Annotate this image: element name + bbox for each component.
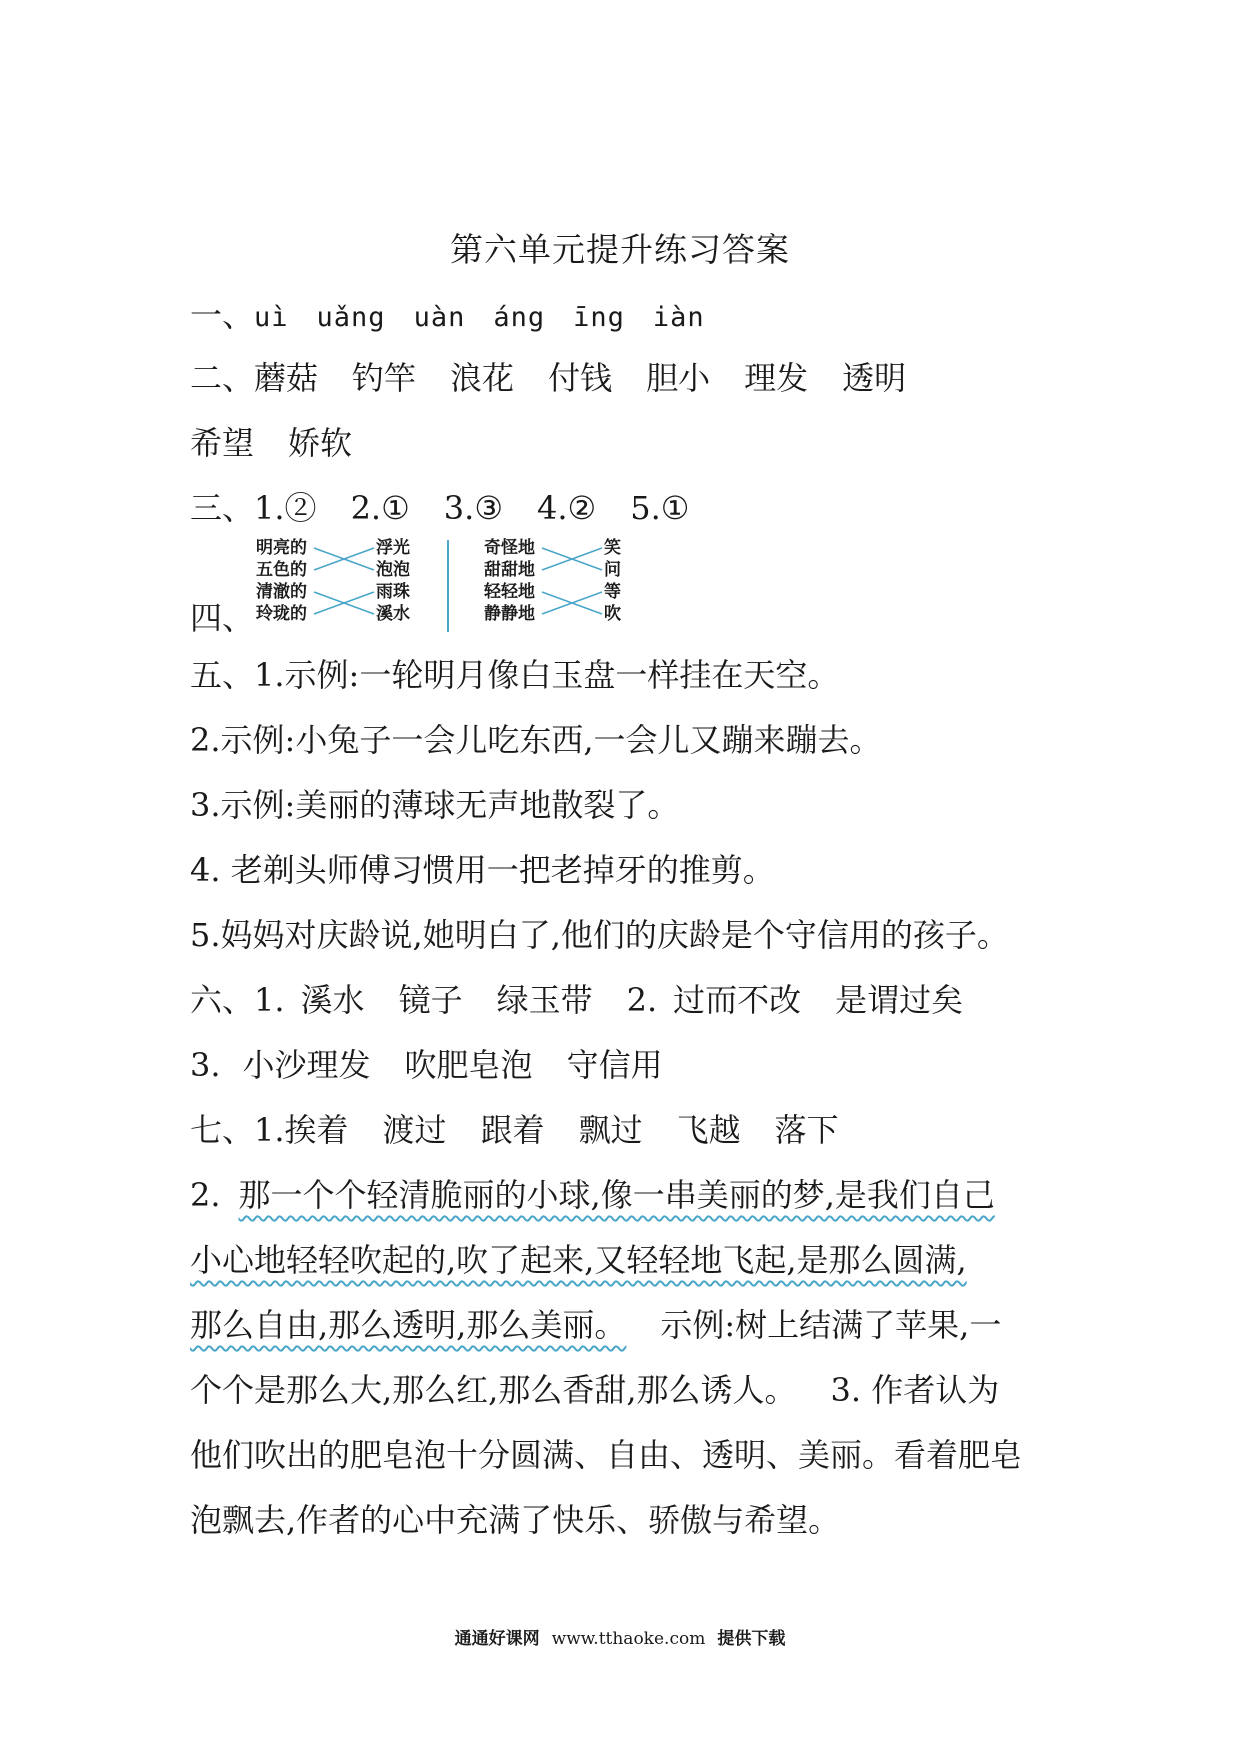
matching-right-item: 雨珠 xyxy=(376,582,410,602)
section-6-label: 六、1. xyxy=(190,981,285,1019)
matching-right-item: 溪水 xyxy=(376,604,410,624)
answer-number: 3. xyxy=(190,1046,221,1084)
underlined-sentence: 那一个个轻清脆丽的小球,像一串美丽的梦,是我们自己 xyxy=(238,1176,995,1214)
choice-answer: 3.③ xyxy=(443,489,503,527)
matching-left-item: 奇怪地 xyxy=(484,538,535,558)
choice-answer: 2.① xyxy=(350,489,410,527)
answer-item: 守信用 xyxy=(566,1046,663,1084)
underlined-sentence: 小心地轻轻吹起的,吹了起来,又轻轻地飞起,是那么圆满, xyxy=(190,1241,967,1279)
matching-left-column xyxy=(484,537,535,625)
matching-right-item: 泡泡 xyxy=(376,560,410,580)
word-item: 娇软 xyxy=(288,424,353,462)
section-7-line-6: 他们吹出的肥皂泡十分圆满、自由、透明、美丽。看着肥皂 xyxy=(190,1436,1023,1474)
answer-item: 过而不改 xyxy=(673,981,802,1019)
word-item: 付钱 xyxy=(548,359,613,397)
section-2-line-2 xyxy=(190,423,352,463)
section-5-line-4: 4. 老剃头师傅习惯用一把老掉牙的推剪。 xyxy=(190,851,775,889)
answer-item: 跟着 xyxy=(480,1111,545,1149)
answer-item: 镜子 xyxy=(398,981,463,1019)
section-3 xyxy=(190,488,689,528)
pinyin-list xyxy=(254,302,705,333)
footer-brand: 通通好课网 xyxy=(454,1629,540,1649)
matching-right-item: 吹 xyxy=(604,604,621,624)
answer-item: 绿玉带 xyxy=(496,981,593,1019)
section-3-label: 三、 xyxy=(190,489,255,527)
pinyin-item: uǎng xyxy=(316,302,386,333)
matching-left-item: 轻轻地 xyxy=(484,582,535,602)
word-item: 蘑菇 xyxy=(254,359,319,397)
underlined-sentence: 那么自由,那么透明,那么美丽。 xyxy=(190,1306,627,1344)
answer-item: 落下 xyxy=(774,1111,839,1149)
matching-right-column xyxy=(604,537,621,625)
section-6-line-1 xyxy=(190,980,963,1020)
footer-note: 提供下载 xyxy=(717,1629,786,1649)
footer-site-link[interactable]: www.tthaoke.com xyxy=(551,1629,706,1649)
section-1 xyxy=(190,295,705,338)
section-5-line-1: 五、1.示例:一轮明月像白玉盘一样挂在天空。 xyxy=(190,656,840,694)
section-7-line-5 xyxy=(190,1370,999,1410)
choice-answer: 1.② xyxy=(254,489,317,527)
matching-right-column xyxy=(376,537,410,625)
matching-lines-2 xyxy=(540,537,660,629)
answer-item: 小沙理发 xyxy=(242,1046,371,1084)
section-2-label: 二、 xyxy=(190,359,255,397)
choice-answer: 5.① xyxy=(630,489,690,527)
section-7-line-3 xyxy=(190,1240,967,1280)
answer-number: 2. xyxy=(190,1176,221,1214)
pinyin-item: áng xyxy=(493,302,546,333)
page-footer xyxy=(0,1624,1240,1649)
word-item: 浪花 xyxy=(450,359,515,397)
matching-left-item: 玲珑的 xyxy=(256,604,307,624)
section-5-line-2: 2.示例:小兔子一会儿吃东西,一会儿又蹦来蹦去。 xyxy=(190,721,882,759)
section-7-line-2 xyxy=(190,1175,995,1215)
answer-item: 飞越 xyxy=(676,1111,741,1149)
word-item: 希望 xyxy=(190,424,255,462)
answer-item: 七、1.挨着 xyxy=(190,1111,349,1149)
matching-right-item: 等 xyxy=(604,582,621,602)
matching-left-item: 甜甜地 xyxy=(484,560,535,580)
section-5-line-5: 5.妈妈对庆龄说,她明白了,他们的庆龄是个守信用的孩子。 xyxy=(190,916,1009,954)
section-7-line-7: 泡飘去,作者的心中充满了快乐、骄傲与希望。 xyxy=(190,1501,841,1539)
section-7-line-4 xyxy=(190,1305,1001,1345)
matching-left-column xyxy=(256,537,307,625)
matching-right-item: 浮光 xyxy=(376,538,410,558)
pinyin-item: īng xyxy=(573,302,625,333)
matching-left-item: 明亮的 xyxy=(256,538,307,558)
section-4-label: 四、 xyxy=(190,599,255,637)
word-item: 胆小 xyxy=(646,359,711,397)
section-6-line-2 xyxy=(190,1045,663,1085)
choice-answer: 4.② xyxy=(537,489,597,527)
section-5-line-3: 3.示例:美丽的薄球无声地散裂了。 xyxy=(190,786,680,824)
answer-item: 飘过 xyxy=(578,1111,643,1149)
word-item: 钓竿 xyxy=(352,359,417,397)
matching-right-item: 问 xyxy=(604,560,621,580)
page-title: 第六单元提升练习答案 xyxy=(450,230,790,269)
answer-item: 渡过 xyxy=(382,1111,447,1149)
section-1-label: 一、 xyxy=(190,296,255,334)
section-2-line-1 xyxy=(190,358,906,398)
matching-left-item: 静静地 xyxy=(484,604,535,624)
answer-number: 2. xyxy=(626,981,658,1019)
answer-item: 是谓过矣 xyxy=(835,981,964,1019)
pinyin-item: uàn xyxy=(413,302,466,333)
pinyin-item: iàn xyxy=(652,302,705,333)
matching-left-item: 五色的 xyxy=(256,560,307,580)
example-text: 示例:树上结满了苹果,一 xyxy=(660,1306,1002,1344)
word-item: 理发 xyxy=(744,359,809,397)
matching-left-item: 清澈的 xyxy=(256,582,307,602)
answer-item: 吹肥皂泡 xyxy=(404,1046,533,1084)
section-7-line-1 xyxy=(190,1110,839,1150)
matching-right-item: 笑 xyxy=(604,538,621,558)
example-text: 个个是那么大,那么红,那么香甜,那么诱人。 xyxy=(190,1371,797,1409)
answer-item: 溪水 xyxy=(300,981,365,1019)
word-item: 透明 xyxy=(842,359,907,397)
matching-lines-1 xyxy=(312,537,432,629)
matching-divider xyxy=(447,540,449,632)
answer-text: 3. 作者认为 xyxy=(830,1371,1000,1409)
pinyin-item: uì xyxy=(254,302,289,333)
